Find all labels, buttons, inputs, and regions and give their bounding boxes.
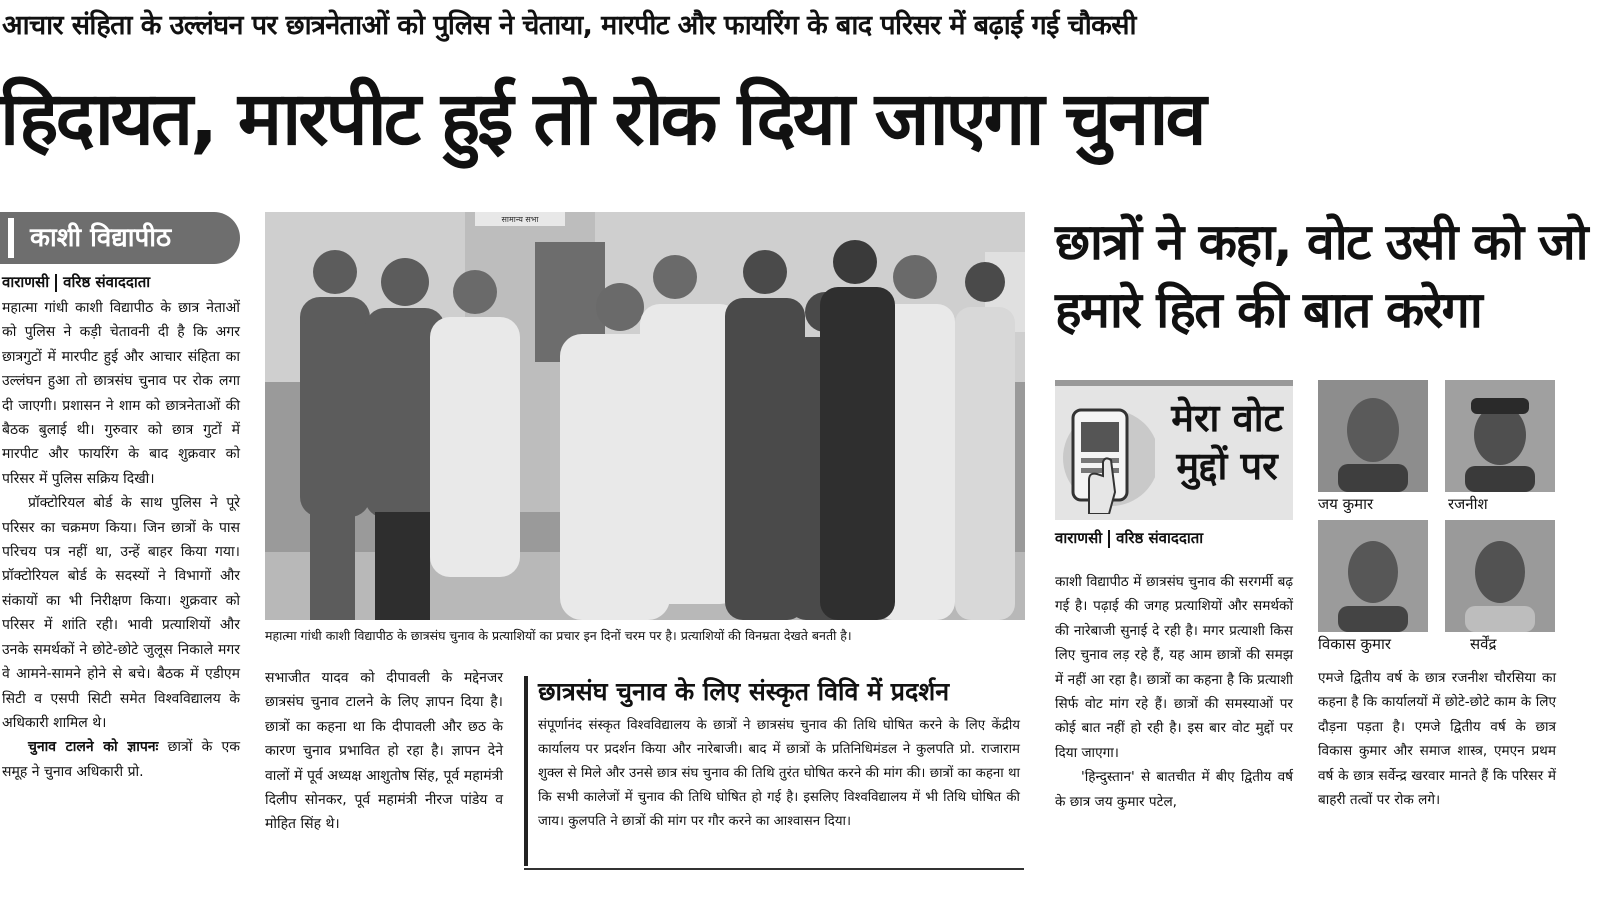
right-col1-paragraph-2: 'हिन्दुस्तान' से बातचीत में बीए द्वितीय वर्ष के छात्र जय कुमार पटेल,	[1055, 769, 1293, 810]
byline-separator	[55, 274, 57, 292]
middle-column	[265, 666, 503, 837]
portrait-vikas-kumar	[1318, 520, 1428, 632]
portrait-sarvendra-image	[1445, 520, 1555, 632]
right-col1-paragraph-1: काशी विद्यापीठ में छात्रसंघ चुनाव की सरगर्मी बढ़ गई है। पढ़ाई की जगह प्रत्याशियों और समर्थकों की नारेबाजी सुनाई दे रही है। मगर प्रत्याशी किस लिए चुनाव लड़ रहे हैं, यह आम छात्रों की समझ में नहीं आ रहा है। छात्रों का कहना है कि प्रत्याशी सिर्फ वोट मांग रहे हैं। छात्रों की समस्याओं पर कोई बात नहीं हो रही है। इस बार वोट मुद्दों पर दिया जाएगा।	[1055, 574, 1293, 761]
right-column-2	[1318, 666, 1556, 812]
middle-paragraph: सभाजीत यादव को दीपावली के मद्देनजर छात्रसंघ चुनाव टालने के लिए ज्ञापन दिया है। छात्रों का कहना था कि दीपावली और छठ के कारण चुनाव प्रभावित हो रहा है। ज्ञापन देने वालों में पूर्व अध्यक्ष आशुतोष सिंह, पूर्व महामंत्री दिलीप सोनकर, पूर्व महामंत्री नीरज पांडेय व मोहित सिंह थे।	[265, 670, 503, 833]
right-column-1	[1055, 570, 1293, 814]
vote-box-title: मेरा वोट मुद्दों पर	[1171, 396, 1283, 488]
bottom-rule	[524, 868, 1024, 870]
portrait-jay-kumar-image	[1318, 380, 1428, 492]
section-tag: काशी विद्यापीठ	[0, 212, 240, 264]
name-sarvendra: सर्वेंद्र	[1470, 635, 1497, 653]
right-byline	[1055, 526, 1203, 550]
portrait-jay-kumar	[1318, 380, 1428, 492]
right-col2-paragraph: एमजे द्वितीय वर्ष के छात्र रजनीश चौरसिया का कहना है कि कार्यालयों में छोटे-छोटे काम के लिए दौड़ना पड़ता है। एमजे द्वितीय वर्ष के छात्र विकास कुमार और समाज शास्त्र, एमएन प्रथम वर्ष के छात्र सर्वेन्द्र खरवार मानते हैं कि परिसर में बाहरी तत्वों पर रोक लगे।	[1318, 670, 1556, 809]
name-vikas-kumar: विकास कुमार	[1318, 635, 1392, 653]
portrait-sarvendra	[1445, 520, 1555, 632]
sanskrit-article	[538, 714, 1020, 834]
right-byline-city: वाराणसी	[1055, 529, 1103, 547]
sanskrit-body: संपूर्णानंद संस्कृत विश्वविद्यालय के छात्रों ने छात्रसंघ चुनाव की तिथि घोषित करने के लिए केंद्रीय कार्यालय पर प्रदर्शन किया और नारेबाजी। बाद में छात्रों के प्रतिनिधिमंडल ने कुलपति प्रो. राजाराम शुक्ल से मिले और उनसे छात्र संघ चुनाव की तिथि तुरंत घोषित करने की मांग की। छात्रों का कहना था कि सभी कालेजों में चुनाव की तिथि घोषित हो गई है। इसलिए विश्वविद्यालय में भी तिथि घोषित की जाय। कुलपति ने छात्रों की मांग पर गौर करने का आश्वासन दिया।	[538, 718, 1020, 829]
byline-reporter: वरिष्ठ संवाददाता	[63, 273, 151, 291]
left-paragraph-2: प्रॉक्टोरियल बोर्ड के साथ पुलिस ने पूरे परिसर का चक्रमण किया। जिन छात्रों के पास परिचय पत्र नहीं था, उन्हें बाहर किया गया। प्रॉक्टोरियल बोर्ड के सदस्यों ने विभागों और संकायों का भी निरीक्षण किया। शुक्रवार को परिसर में शांति रही। भावी प्रत्याशियों और उनके समर्थकों ने छोटे-छोटे जुलूस निकाले मगर वे आमने-सामने होने से बचे। बैठक में एडीएम सिटी व एसपी सिटी समेत विश्वविद्यालय के अधिकारी शामिल थे।	[2, 495, 240, 731]
kicker-headline: आचार संहिता के उल्लंघन पर छात्रनेताओं को पुलिस ने चेताया, मारपीट और फायरिंग के बाद परिसर में बढ़ाई गई चौकसी	[2, 10, 1136, 41]
byline	[2, 270, 150, 294]
sanskrit-headline: छात्रसंघ चुनाव के लिए संस्कृत विवि में प्रदर्शन	[538, 677, 950, 706]
subhead-inline: चुनाव टालने को ज्ञापनः	[28, 739, 159, 756]
news-photo	[265, 212, 1025, 620]
portrait-vikas-kumar-image	[1318, 520, 1428, 632]
portrait-rajnish	[1445, 380, 1555, 492]
right-headline: छात्रों ने कहा, वोट उसी को जो हमारे हित की बात करेगा	[1055, 213, 1588, 339]
name-jay-kumar: जय कुमार	[1318, 495, 1374, 513]
name-rajnish: रजनीश	[1448, 495, 1488, 513]
subhead-bar	[524, 676, 528, 866]
phone-icon	[1059, 396, 1155, 514]
left-paragraph-1: महात्मा गांधी काशी विद्यापीठ के छात्र नेताओं को पुलिस ने कड़ी चेतावनी दी है कि अगर छात्रगुटों में मारपीट हुई और आचार संहिता का उल्लंघन हुआ तो छात्रसंघ चुनाव पर रोक लगा दी जाएगी। प्रशासन ने शाम को छात्रनेताओं की बैठक बुलाई थी। गुरुवार को छात्र गुटों में मारपीट और फायरिंग के बाद शुक्रवार को परिसर में पुलिस सक्रिय दिखी।	[2, 300, 240, 487]
right-byline-reporter: वरिष्ठ संवाददाता	[1116, 529, 1204, 547]
left-paragraph-3	[2, 735, 240, 784]
portrait-rajnish-image	[1445, 380, 1555, 492]
byline-city: वाराणसी	[2, 273, 50, 291]
right-byline-separator	[1108, 530, 1110, 548]
main-headline: हिदायत, मारपीट हुई तो रोक दिया जाएगा चुनाव	[0, 76, 1204, 162]
left-paragraph-3-text: छात्रों के एक समूह ने चुनाव अधिकारी प्रो.	[2, 739, 240, 780]
photo-illustration	[265, 212, 1025, 620]
photo-sign-text: सामान्य सभा	[501, 215, 539, 224]
photo-caption: महात्मा गांधी काशी विद्यापीठ के छात्रसंघ चुनाव के प्रत्याशियों का प्रचार इन दिनों चरम पर है। प्रत्याशियों की विनम्रता देखते बनती है।	[265, 628, 852, 643]
left-article	[2, 296, 240, 784]
vote-box	[1055, 380, 1293, 520]
